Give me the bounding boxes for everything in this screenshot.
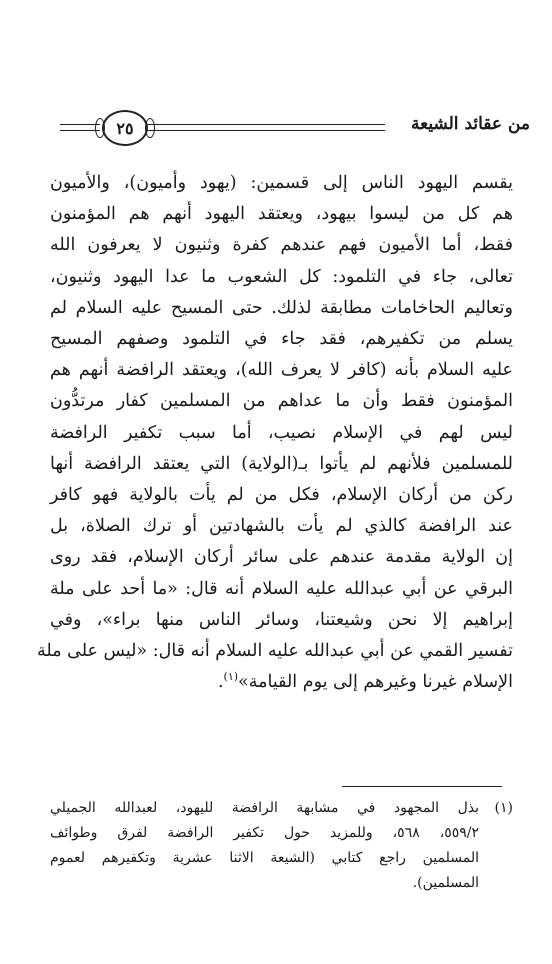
- footnote-body: [50, 796, 479, 896]
- page-header: [60, 110, 530, 150]
- text-line: عليه السلام بأنه (كافر لا يعرف الله)، ويعتقد الرافضة أنهم هم: [50, 360, 513, 381]
- footnote-item: [50, 796, 513, 896]
- header-rule: [60, 130, 100, 131]
- text-line: البرقي عن أبي عبدالله عليه السلام أنه قال: «ما أحد على ملة: [50, 578, 513, 599]
- text-line: يسلم من تكفيرهم، فقد جاء في التلمود وصفهم المسيح: [50, 329, 513, 350]
- page-number: ٢٥: [116, 118, 134, 138]
- footnote-number: (١): [494, 800, 513, 816]
- running-title: من عقائد الشيعة: [411, 114, 530, 134]
- footnote-line: المسلمين).: [412, 875, 479, 891]
- text-line: عند الرافضة كالذي لم يأت بالشهادتين أو ترك الصلاة، بل: [50, 516, 513, 537]
- footnotes: [50, 796, 513, 896]
- footnote-line: بذل المجهود في مشابهة الرافضة لليهود، لعبدالله الجميلي: [50, 800, 479, 816]
- text-line: تفسير القمي عن أبي عبدالله عليه السلام أنه قال: «ليس على ملة: [37, 641, 513, 662]
- header-rule: [60, 124, 100, 125]
- text-line: إن الولاية مقدمة عندهم على سائر أركان الإسلام، فقد روى: [50, 547, 513, 568]
- text-line: تعالى، جاء في التلمود: كل الشعوب ما عدا اليهود وثنيون،: [50, 266, 513, 287]
- footnote-separator: [342, 786, 502, 787]
- header-rule: [145, 124, 385, 125]
- header-rule: [145, 130, 385, 131]
- page-number-medallion: [102, 110, 148, 146]
- text-line-last: الإسلام غيرنا وغيرهم إلى يوم القيامة»$^{(١)}$.: [217, 670, 513, 693]
- text-line: فقط، أما الأميون فهم عندهم كفرة وثنيون لا يعرفون الله: [50, 235, 513, 256]
- text-line: الإسلام غيرنا وغيرهم إلى يوم القيامة»: [238, 672, 513, 693]
- text-line: هم كل من ليسوا بيهود، ويعتقد اليهود أنهم هم المؤمنون: [50, 204, 513, 225]
- text-line: المؤمنون فقط وأن ما عداهم من المسلمين كفار مرتدُّون: [50, 391, 513, 412]
- text-line: إبراهيم إلا نحن وشيعتنا، وسائر الناس منها براء»، وفي: [50, 609, 513, 630]
- text-line: ركن من أركان الإسلام، فكل من لم يأت بالولاية فهو كافر: [50, 485, 513, 506]
- text-line: وتعاليم الحاخامات مطابقة لذلك. حتى المسيح عليه السلام لم: [50, 297, 513, 318]
- main-text: [37, 168, 513, 698]
- text-line: للمسلمين فلأنهم لم يأتوا بـ(الولاية) التي يعتقد الرافضة أنها: [50, 453, 513, 474]
- footnote-reference: (١): [223, 670, 239, 684]
- footnote-line: ٥٥٩/٢، ٥٦٨، وللمزيد حول تكفير الرافضة لفرق وطوائف: [50, 825, 480, 841]
- text-line: ليس لهم في الإسلام نصيب، أما سبب تكفير الرافضة: [50, 422, 513, 443]
- text-line: يقسم اليهود الناس إلى قسمين: (يهود وأميون)، والأميون: [50, 173, 513, 193]
- footnote-line: المسلمين راجع كتابي (الشيعة الاثنا عشرية وتكفيرهم لعموم: [50, 850, 479, 866]
